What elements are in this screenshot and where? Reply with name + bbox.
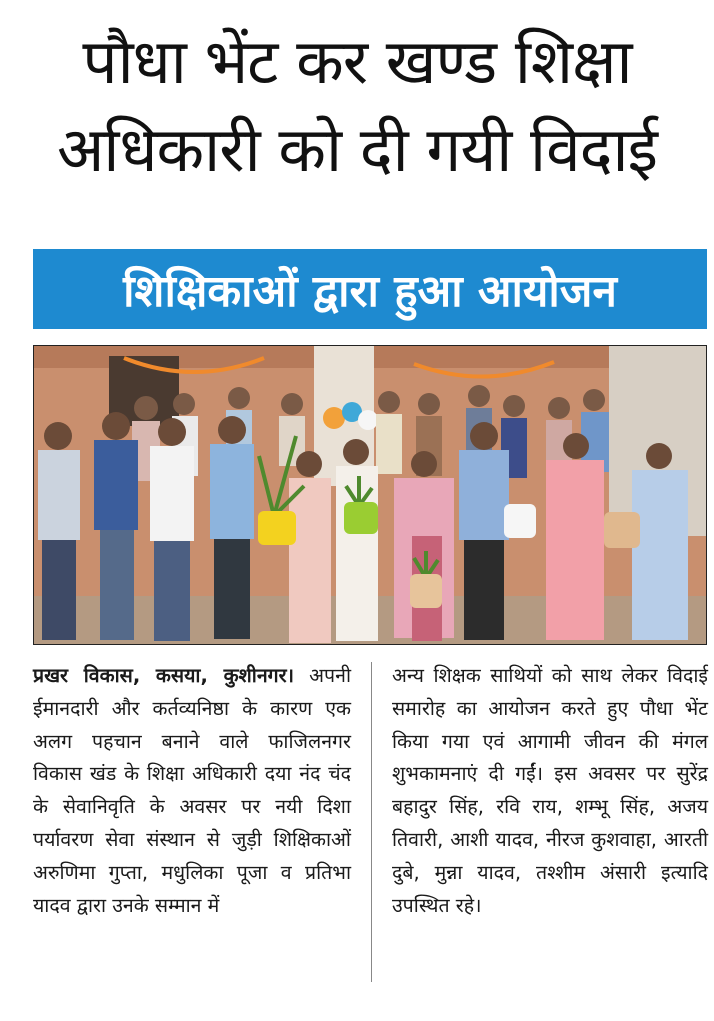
article-column-right bbox=[392, 660, 708, 922]
headline bbox=[0, 18, 714, 194]
group-photo-illustration bbox=[34, 346, 707, 645]
column-divider bbox=[371, 662, 372, 982]
article-text-right: अन्य शिक्षक साथियों को साथ लेकर विदाई समारोह का आयोजन करते हुए पौधा भेंट किया गया एवं आगामी जीवन की मंगल शुभकामनाएं दी गईं। इस अवसर पर सुरेंद्र बहादुर सिंह, रवि राय, शम्भू सिंह, अजय तिवारी, आशी यादव, नीरज कुशवाहा, आरती दुबे, मुन्ना यादव, तश्शीम अंसारी इत्यादि उपस्थित रहे। bbox=[392, 664, 708, 917]
article-text-left: अपनी ईमानदारी और कर्तव्यनिष्ठा के कारण एक अलग पहचान बनाने वाले फाजिलनगर विकास खंड के शिक्षा अधिकारी दया नंद चंद के सेवानिवृति के अवसर पर नयी दिशा पर्यावरण सेवा संस्थान से जुड़ी शिक्षिकाओं अरुणिमा गुप्ता, मधुलिका पूजा व प्रतिभा यादव द्वारा उनके सम्मान में bbox=[33, 664, 352, 917]
headline-line-2: अधिकारी को दी गयी विदाई bbox=[56, 113, 657, 186]
subheadline: शिक्षिकाओं द्वारा हुआ आयोजन bbox=[123, 266, 617, 317]
subheadline-banner bbox=[33, 249, 707, 329]
headline-line-1: पौधा भेंट कर खण्ड शिक्षा bbox=[82, 25, 632, 98]
article-column-left bbox=[33, 660, 351, 922]
news-photo bbox=[33, 345, 707, 645]
dateline: प्रखर विकास, कसया, कुशीनगर। bbox=[33, 664, 295, 687]
